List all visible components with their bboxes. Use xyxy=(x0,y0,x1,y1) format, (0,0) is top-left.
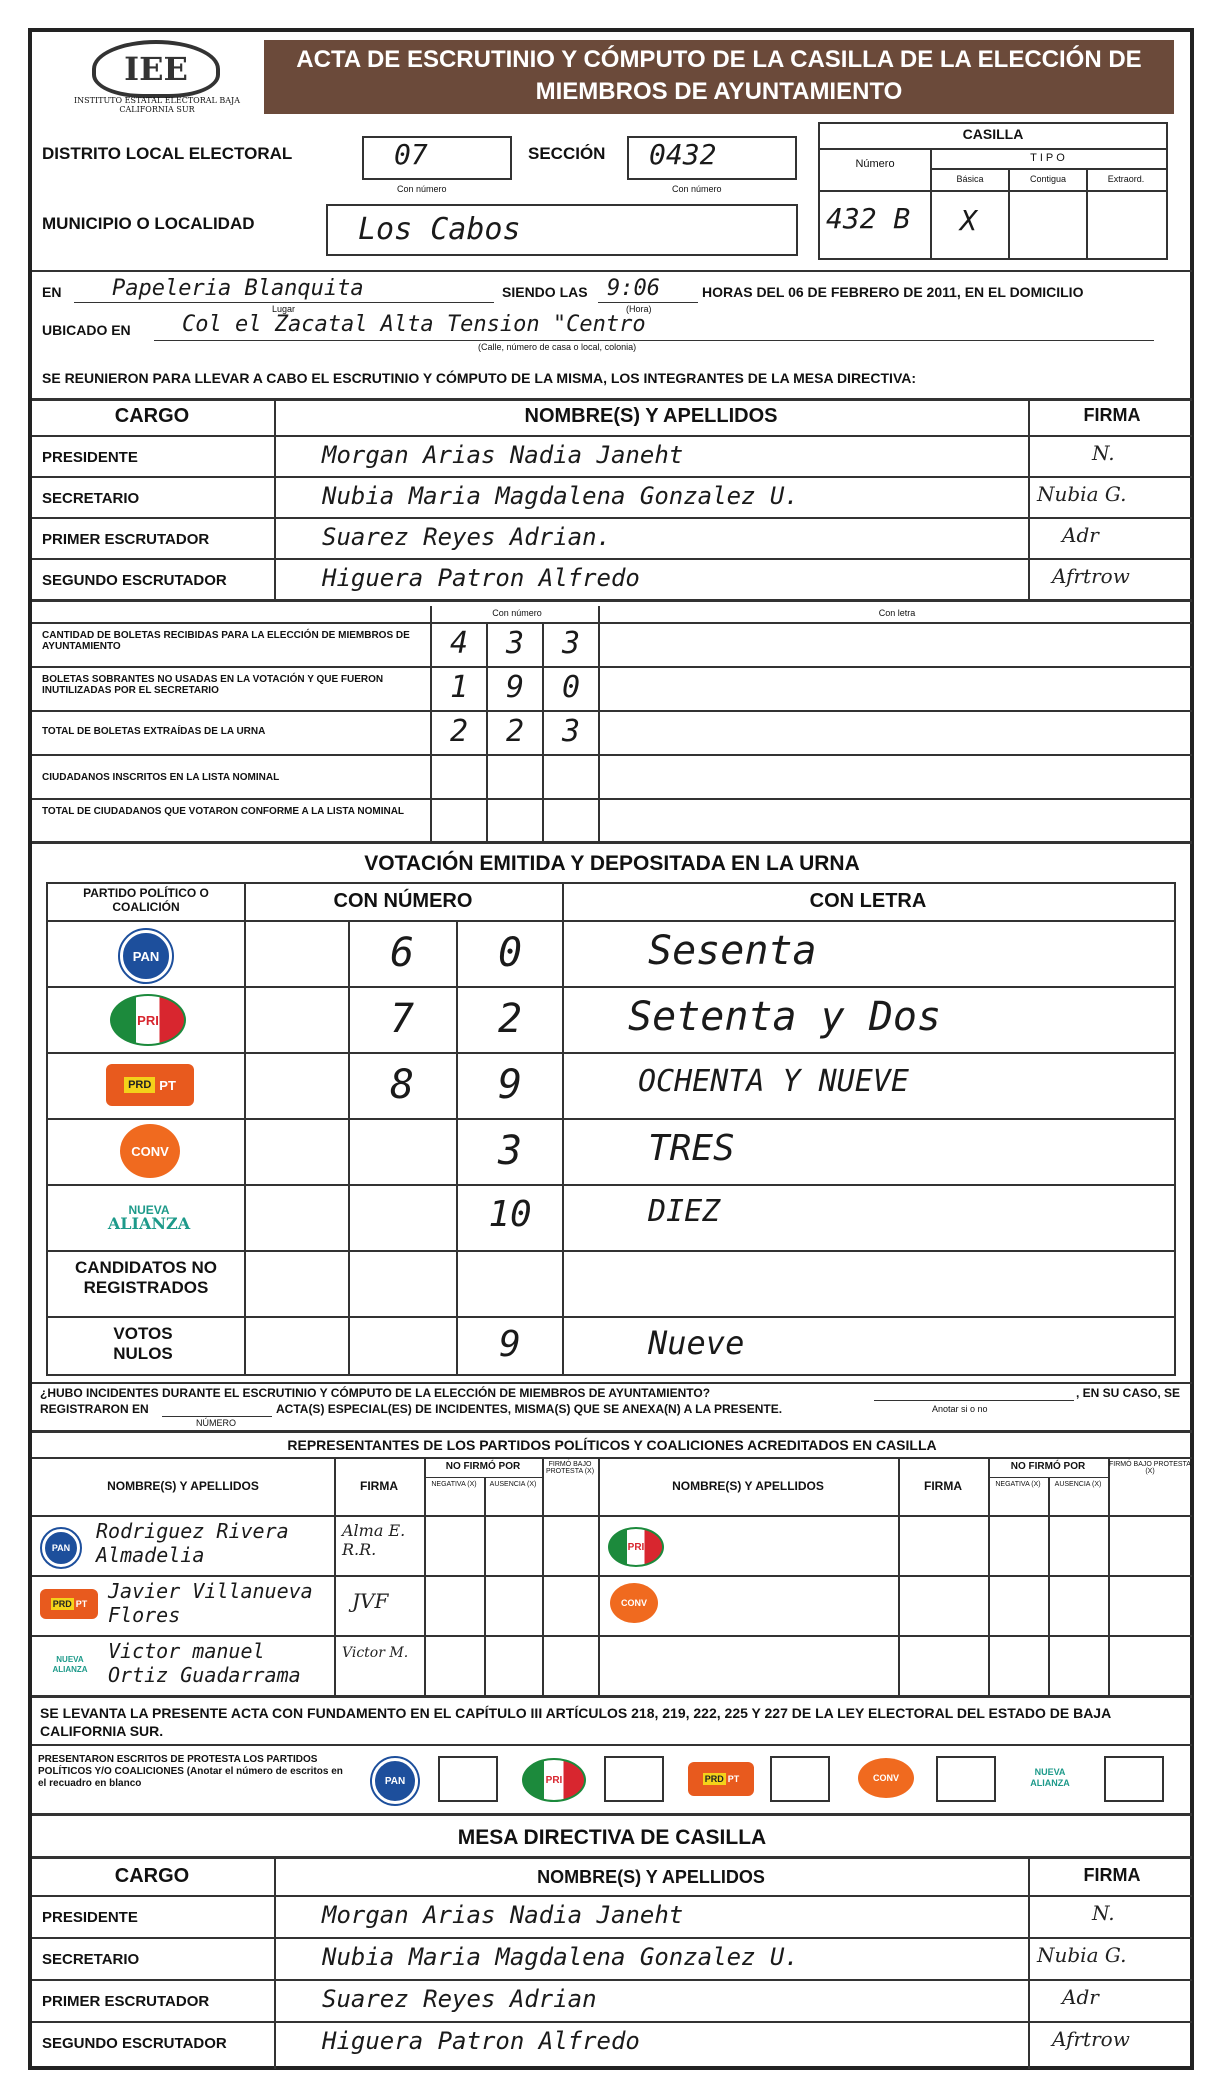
firma-cell: Adr xyxy=(1062,1985,1099,2009)
na-logo-line1: NUEVA xyxy=(128,1203,170,1217)
rep-negativa-left: NEGATIVA (X) xyxy=(431,1481,477,1488)
na-logo-line1: NUEVA xyxy=(56,1655,84,1664)
rep-nombre: Victor manuel Ortiz Guadarrama xyxy=(108,1639,301,1687)
iee-logo-subtitle: INSTITUTO ESTATAL ELECTORAL BAJA CALIFORNIA SUR xyxy=(73,96,241,114)
prd-pt-logo-icon xyxy=(688,1762,754,1796)
municipio-label: MUNICIPIO O LOCALIDAD xyxy=(42,214,255,233)
cargo-header: CARGO xyxy=(114,405,190,427)
digit-cell: 2 xyxy=(505,714,525,749)
digit-cell: 0 xyxy=(561,670,581,705)
pan-logo-icon: PAN xyxy=(120,930,172,982)
distrito-label: DISTRITO LOCAL ELECTORAL xyxy=(42,144,293,163)
digit-cell: 9 xyxy=(505,670,525,705)
convergencia-logo-icon: CONV xyxy=(610,1583,658,1623)
casilla-box xyxy=(818,122,1168,260)
representantes-table xyxy=(32,1430,1192,1698)
extraord-label: Extraord. xyxy=(1107,174,1145,184)
boletas-con-numero: Con número xyxy=(492,608,542,618)
boletas-row-label: TOTAL DE CIUDADANOS QUE VOTARON CONFORME A LA LISTA NOMINAL xyxy=(42,806,405,817)
protesta-box-na[interactable] xyxy=(1104,1756,1164,1802)
numero-label: Número xyxy=(855,158,895,170)
firma-cell: Adr xyxy=(1062,523,1099,547)
protesta-box-conv[interactable] xyxy=(936,1756,996,1802)
incidentes-question: ¿HUBO INCIDENTES DURANTE EL ESCRUTINIO Y CÓMPUTO DE LA ELECCIÓN DE MIEMBROS DE AYUNTAMIENTO? xyxy=(40,1386,711,1400)
na-logo-line2: ALIANZA xyxy=(107,1214,191,1233)
nombre-cell: Higuera Patron Alfredo xyxy=(322,564,640,592)
rep-ausencia-right: AUSENCIA (X) xyxy=(1054,1481,1102,1488)
prd-logo-label: PRD xyxy=(124,1077,155,1093)
rep-firma: Victor M. xyxy=(342,1645,409,1661)
convergencia-logo-icon: CONV xyxy=(120,1124,180,1178)
seccion-field: 0432 xyxy=(627,136,797,180)
municipio-field: Los Cabos xyxy=(326,204,798,256)
rep-firma-header-right: FIRMA xyxy=(924,1479,962,1493)
cargo-cell: PRESIDENTE xyxy=(42,449,138,466)
con-letra-header: CON LETRA xyxy=(809,890,927,912)
firma-cell: N. xyxy=(1092,1901,1115,1925)
boletas-table xyxy=(32,606,1192,844)
cargo-cell: SECRETARIO xyxy=(42,1951,140,1968)
seccion-label: SECCIÓN xyxy=(528,144,606,163)
nombre-cell: Higuera Patron Alfredo xyxy=(322,2027,640,2055)
iee-logo xyxy=(52,40,252,120)
pri-logo-icon: PRI xyxy=(608,1527,664,1567)
distrito-caption: Con número xyxy=(397,184,447,194)
hora-caption: (Hora) xyxy=(626,304,652,314)
nombre-header: NOMBRE(S) Y APELLIDOS xyxy=(537,1867,765,1887)
votos-letra: DIEZ xyxy=(648,1194,721,1229)
hora-value: 9:06 xyxy=(607,276,660,301)
acta-title: ACTA DE ESCRUTINIO Y CÓMPUTO DE LA CASILLA DE LA ELECCIÓN DE MIEMBROS DE AYUNTAMIENTO xyxy=(264,40,1174,114)
incidentes-end: , EN SU CASO, SE xyxy=(1076,1386,1181,1400)
acta-sheet xyxy=(28,28,1194,2070)
domicilio-caption: (Calle, número de casa o local, colonia) xyxy=(478,342,637,352)
votos-letra: Setenta y Dos xyxy=(628,994,942,1040)
firma-cell: Nubia G. xyxy=(1037,1943,1127,1967)
nombre-header: NOMBRE(S) Y APELLIDOS xyxy=(524,405,778,427)
rep-ausencia-left: AUSENCIA (X) xyxy=(489,1481,537,1488)
rep-firma: JVF xyxy=(352,1589,389,1613)
votacion-title: VOTACIÓN EMITIDA Y DEPOSITADA EN LA URNA xyxy=(364,852,860,875)
distrito-field: 07 xyxy=(362,136,512,180)
cargo-cell: PRIMER ESCRUTADOR xyxy=(42,531,210,548)
partido-header: PARTIDO POLÍTICO O COALICIÓN xyxy=(83,886,209,914)
votos-digit: 9 xyxy=(497,1062,523,1108)
votos-digit: 9 xyxy=(499,1324,521,1365)
boletas-row-label: CIUDADANOS INSCRITOS EN LA LISTA NOMINAL xyxy=(42,772,280,783)
boletas-row-label: TOTAL DE BOLETAS EXTRAÍDAS DE LA URNA xyxy=(42,726,266,737)
boletas-con-letra: Con letra xyxy=(878,608,916,618)
nombre-cell: Suarez Reyes Adrian. xyxy=(322,523,611,551)
iee-logo-mark: IEE xyxy=(92,40,220,98)
digit-cell: 4 xyxy=(449,626,469,661)
nueva-alianza-logo-icon xyxy=(40,1647,100,1683)
representantes-title: REPRESENTANTES DE LOS PARTIDOS POLÍTICOS Y COALICIONES ACREDITADOS EN CASILLA xyxy=(287,1437,937,1453)
protesta-box-prd-pt[interactable] xyxy=(770,1756,830,1802)
rep-no-firmo-left: NO FIRMÓ POR xyxy=(445,1461,521,1472)
boletas-row-label: BOLETAS SOBRANTES NO USADAS EN LA VOTACIÓN Y QUE FUERON INUTILIZADAS POR EL SECRETARIO xyxy=(42,674,384,696)
cargo-cell: PRIMER ESCRUTADOR xyxy=(42,1993,210,2010)
incidentes-acta: ACTA(S) ESPECIAL(ES) DE INCIDENTES, MISMA(S) QUE SE ANEXA(N) A LA PRESENTE. xyxy=(276,1402,783,1416)
mesa-bottom-title: MESA DIRECTIVA DE CASILLA xyxy=(457,1826,767,1849)
firma-cell: N. xyxy=(1092,441,1115,465)
digit-cell: 3 xyxy=(561,626,581,661)
contigua-label: Contigua xyxy=(1029,174,1067,184)
votos-letra: TRES xyxy=(648,1128,735,1169)
rep-nombre: Rodriguez Rivera Almadelia xyxy=(96,1519,289,1567)
incidentes-anotar: Anotar si o no xyxy=(932,1404,988,1414)
protesta-box-pan[interactable] xyxy=(438,1756,498,1802)
con-numero-header: CON NÚMERO xyxy=(333,890,473,912)
nombre-cell: Nubia Maria Magdalena Gonzalez U. xyxy=(322,1943,799,1971)
prd-pt-logo-icon xyxy=(106,1064,194,1106)
lugar-caption: Lugar xyxy=(272,304,296,314)
protesta-row xyxy=(32,1744,1192,1816)
pt-logo-label: PT xyxy=(75,1599,88,1609)
votacion-table xyxy=(46,882,1176,1376)
pt-logo-label: PT xyxy=(159,1077,176,1093)
rep-nombre: Javier Villanueva Flores xyxy=(108,1579,313,1627)
mesa-directiva-table xyxy=(32,398,1192,602)
protesta-text: PRESENTARON ESCRITOS DE PROTESTA LOS PARTIDOS POLÍTICOS Y/O COALICIONES (Anotar el número de escritos en el recuadro en blanco xyxy=(38,1754,343,1789)
pri-logo-icon: PRI xyxy=(110,994,186,1046)
na-logo-line1: NUEVA xyxy=(1034,1767,1066,1777)
firma-cell: Afrtrow xyxy=(1052,2027,1130,2051)
pri-logo-icon: PRI xyxy=(522,1758,586,1802)
votos-nulos-label: VOTOS NULOS xyxy=(113,1324,173,1363)
prd-logo-label: PRD xyxy=(704,1774,724,1784)
boletas-row-label: CANTIDAD DE BOLETAS RECIBIDAS PARA LA ELECCIÓN DE MIEMBROS DE AYUNTAMIENTO xyxy=(42,630,410,652)
rep-no-firmo-right: NO FIRMÓ POR xyxy=(1010,1461,1086,1472)
incidentes-registraron: REGISTRARON EN xyxy=(40,1402,149,1416)
rep-firma: Alma E. R.R. xyxy=(342,1521,406,1559)
basica-label: Básica xyxy=(956,174,984,184)
rep-negativa-right: NEGATIVA (X) xyxy=(995,1481,1041,1488)
cargo-header: CARGO xyxy=(114,1865,190,1887)
nombre-cell: Morgan Arias Nadia Janeht xyxy=(322,441,684,469)
cargo-cell: SEGUNDO ESCRUTADOR xyxy=(42,572,227,589)
firma-cell: Afrtrow xyxy=(1052,564,1130,588)
digit-cell: 3 xyxy=(561,714,581,749)
pt-logo-label: PT xyxy=(727,1774,740,1784)
candidatos-no-registrados-label: CANDIDATOS NO REGISTRADOS xyxy=(75,1258,217,1297)
convergencia-logo-icon: CONV xyxy=(858,1758,914,1798)
votos-digit: 3 xyxy=(497,1128,523,1174)
rep-protesta-right: FIRMÓ BAJO PROTESTA (X) xyxy=(1109,1461,1191,1475)
rep-nombre-header-left: NOMBRE(S) Y APELLIDOS xyxy=(107,1479,259,1493)
na-logo-line2: ALIANZA xyxy=(52,1665,88,1674)
firma-cell: Nubia G. xyxy=(1037,482,1127,506)
mesa-directiva-bottom-table xyxy=(32,1856,1192,2070)
incidentes-numero-caption: NÚMERO xyxy=(196,1418,236,1428)
casilla-label: CASILLA xyxy=(962,126,1024,142)
digit-cell: 3 xyxy=(505,626,525,661)
votos-digit: 7 xyxy=(389,996,415,1042)
seccion-caption: Con número xyxy=(672,184,722,194)
domicilio-value: Col el Zacatal Alta Tension "Centro xyxy=(182,312,646,337)
reunieron-text: SE REUNIERON PARA LLEVAR A CABO EL ESCRUTINIO Y CÓMPUTO DE LA MISMA, LOS INTEGRANTES DE LA MESA DIRECTIVA: xyxy=(42,370,917,386)
casilla-basica-mark: X xyxy=(960,204,977,237)
cargo-cell: PRESIDENTE xyxy=(42,1909,138,1926)
firma-header: FIRMA xyxy=(1083,1865,1141,1885)
fundamento-text: SE LEVANTA LA PRESENTE ACTA CON FUNDAMENTO EN EL CAPÍTULO III ARTÍCULOS 218, 219, 222, 225 Y 227 DE LA LEY ELECTORAL DEL ESTADO DE BAJA CALIFORNIA SUR. xyxy=(40,1705,1111,1739)
nombre-cell: Morgan Arias Nadia Janeht xyxy=(322,1901,684,1929)
en-label: EN xyxy=(42,284,62,300)
nueva-alianza-logo-icon xyxy=(1018,1758,1082,1798)
votos-digit: 10 xyxy=(488,1194,532,1235)
rep-nombre-header-right: NOMBRE(S) Y APELLIDOS xyxy=(672,1479,824,1493)
tipo-label: TIPO xyxy=(1030,152,1068,164)
digit-cell: 2 xyxy=(449,714,469,749)
votos-digit: 6 xyxy=(389,930,415,976)
casilla-numero-value: 432 B xyxy=(826,202,911,235)
siendo-label: SIENDO LAS xyxy=(502,284,588,300)
protesta-box-pri[interactable] xyxy=(604,1756,664,1802)
votos-digit: 2 xyxy=(497,996,523,1042)
prd-pt-logo-icon xyxy=(40,1589,98,1619)
pan-logo-icon: PAN xyxy=(42,1529,80,1567)
firma-header: FIRMA xyxy=(1083,405,1141,425)
ubicado-label: UBICADO EN xyxy=(42,322,131,338)
votos-letra: Nueve xyxy=(648,1324,745,1362)
cargo-cell: SECRETARIO xyxy=(42,490,140,507)
nombre-cell: Suarez Reyes Adrian xyxy=(322,1985,597,2013)
pan-logo-icon: PAN xyxy=(372,1758,418,1804)
rep-firma-header-left: FIRMA xyxy=(360,1479,398,1493)
votos-digit: 8 xyxy=(389,1062,415,1108)
votos-letra: Sesenta xyxy=(648,928,817,974)
nueva-alianza-logo-icon xyxy=(104,1190,194,1244)
votos-digit: 0 xyxy=(497,930,523,976)
na-logo-line2: ALIANZA xyxy=(1030,1778,1070,1788)
rep-protesta-left: FIRMÓ BAJO PROTESTA (X) xyxy=(545,1461,595,1475)
horas-text: HORAS DEL 06 DE FEBRERO DE 2011, EN EL DOMICILIO xyxy=(702,284,1084,300)
votos-letra: OCHENTA Y NUEVE xyxy=(638,1064,909,1099)
digit-cell: 1 xyxy=(449,670,469,705)
lugar-value: Papeleria Blanquita xyxy=(112,276,364,301)
nombre-cell: Nubia Maria Magdalena Gonzalez U. xyxy=(322,482,799,510)
prd-logo-label: PRD xyxy=(52,1599,72,1609)
cargo-cell: SEGUNDO ESCRUTADOR xyxy=(42,2035,227,2052)
